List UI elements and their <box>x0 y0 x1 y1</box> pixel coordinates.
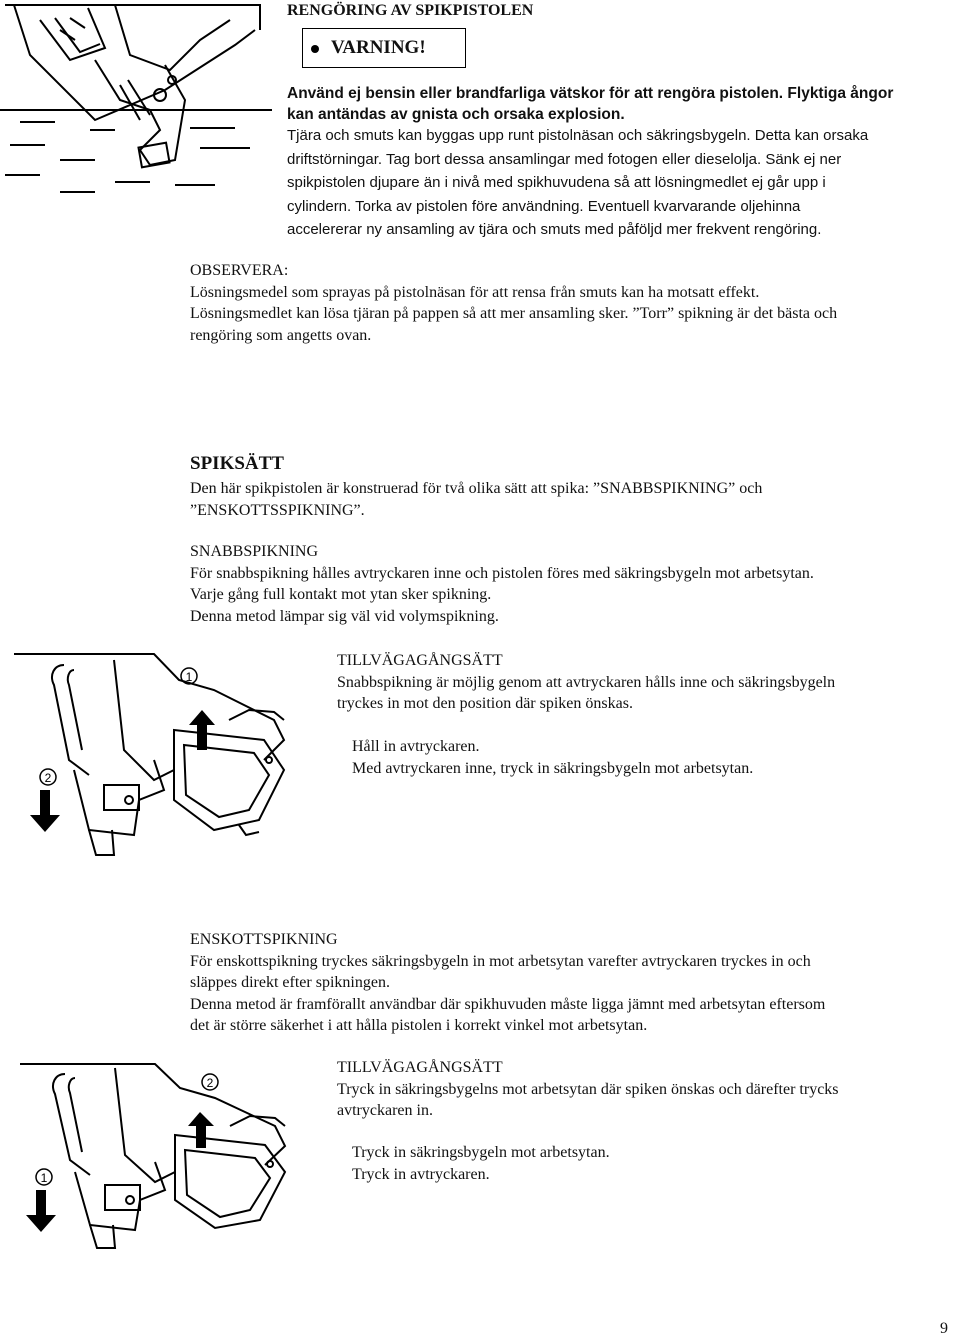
badge-1: 1 <box>40 1171 48 1185</box>
note-section <box>190 260 837 346</box>
body-line: spikpistolen djupare än i nivå med spikhuvudena så att lösningmedlet ej går upp i <box>287 174 826 191</box>
procedure-line: tryckes in mot den position där spiken önskas. <box>337 695 633 712</box>
page-number: 9 <box>940 1320 948 1337</box>
snabb-line: För snabbspikning hålles avtryckaren inne och pistolen föres med säkringsbygeln mot arbetsytan. <box>190 564 814 582</box>
spiksatt-line: ”ENSKOTTSSPIKNING”. <box>190 501 365 519</box>
enskott-line: släppes direkt efter spikningen. <box>190 974 390 991</box>
snabb-section <box>190 541 814 627</box>
enskott-procedure <box>337 1057 839 1122</box>
warning-line: Använd ej bensin eller brandfarliga vätskor för att rengöra pistolen. Flyktiga ångor <box>287 85 894 102</box>
warning-line: kan antändas av gnista och orsaka explosion. <box>287 106 625 123</box>
enskott-line: Denna metod är framförallt användbar där spikhuvuden måste ligga jämnt med arbetsytan eftersom <box>190 995 826 1013</box>
enskott-section <box>190 929 825 1037</box>
enskott-illustration <box>20 1060 310 1260</box>
spiksatt-text <box>190 478 762 521</box>
snabb-steps <box>352 736 753 779</box>
spiksatt-heading: SPIKSÄTT <box>190 453 284 474</box>
procedure-line: avtryckaren in. <box>337 1102 433 1119</box>
note-line: Lösningsmedlet kan lösa tjäran på pappen så att mer ansamling sker. ”Torr” spikning är det bästa och <box>190 305 838 322</box>
body-line: accelererar ny ansamling av tjära och smuts med påföljd mer frekvent rengöring. <box>287 221 822 238</box>
step-item: Tryck in säkringsbygeln mot arbetsytan. <box>352 1144 610 1161</box>
body-line: cylindern. Torka av pistolen före användning. Eventuell kvarvarande oljehinna <box>287 197 801 215</box>
step-item: Håll in avtryckaren. <box>352 738 480 755</box>
bullet-icon <box>311 45 319 53</box>
warning-box <box>302 28 466 68</box>
snabb-line: Denna metod lämpar sig väl vid volymspikning. <box>190 607 499 625</box>
procedure-line: Tryck in säkringsbygelns mot arbetsytan där spiken önskas och därefter trycks <box>337 1080 839 1098</box>
snabb-illustration <box>14 650 314 880</box>
badge-2: 2 <box>44 771 52 785</box>
warning-text <box>287 83 893 125</box>
note-line: Lösningsmedel som sprayas på pistolnäsan för att rensa från smuts kan ha motsatt effekt. <box>190 283 760 301</box>
badge-1: 1 <box>185 670 193 684</box>
body-line: Tjära och smuts kan byggas upp runt pistolnäsan och säkringsbygeln. Detta kan orsaka <box>287 127 869 144</box>
note-line: rengöring som angetts ovan. <box>190 326 372 344</box>
snabb-heading: SNABBSPIKNING <box>190 543 319 560</box>
procedure-heading: TILLVÄGAGÅNGSÄTT <box>337 652 503 669</box>
enskott-steps <box>352 1142 610 1185</box>
cleaning-body <box>287 124 868 242</box>
note-heading: OBSERVERA: <box>190 262 289 279</box>
badge-2: 2 <box>206 1076 214 1090</box>
nailer-cleaning-illustration <box>0 0 272 200</box>
step-item: Tryck in avtryckaren. <box>352 1165 490 1183</box>
body-line: driftstörningar. Tag bort dessa ansamlingar med fotogen eller dieselolja. Sänk ej ner <box>287 150 842 168</box>
snabb-line: Varje gång full kontakt mot ytan sker spikning. <box>190 586 492 603</box>
procedure-line: Snabbspikning är möjlig genom att avtryckaren hålls inne och säkringsbygeln <box>337 673 836 691</box>
procedure-heading: TILLVÄGAGÅNGSÄTT <box>337 1059 503 1076</box>
enskott-line: det är större säkerhet i att hålla pistolen i korrekt vinkel mot arbetsytan. <box>190 1017 648 1034</box>
cleaning-heading: RENGÖRING AV SPIKPISTOLEN <box>287 2 534 19</box>
spiksatt-line: Den här spikpistolen är konstruerad för två olika sätt att spika: ”SNABBSPIKNING” och <box>190 480 763 497</box>
enskott-heading: ENSKOTTSPIKNING <box>190 931 338 948</box>
step-item: Med avtryckaren inne, tryck in säkringsbygeln mot arbetsytan. <box>352 759 754 777</box>
snabb-procedure <box>337 650 835 715</box>
enskott-line: För enskottspikning tryckes säkringsbygeln in mot arbetsytan varefter avtryckaren tryckes in och <box>190 952 811 970</box>
warning-label: VARNING! <box>331 37 426 58</box>
